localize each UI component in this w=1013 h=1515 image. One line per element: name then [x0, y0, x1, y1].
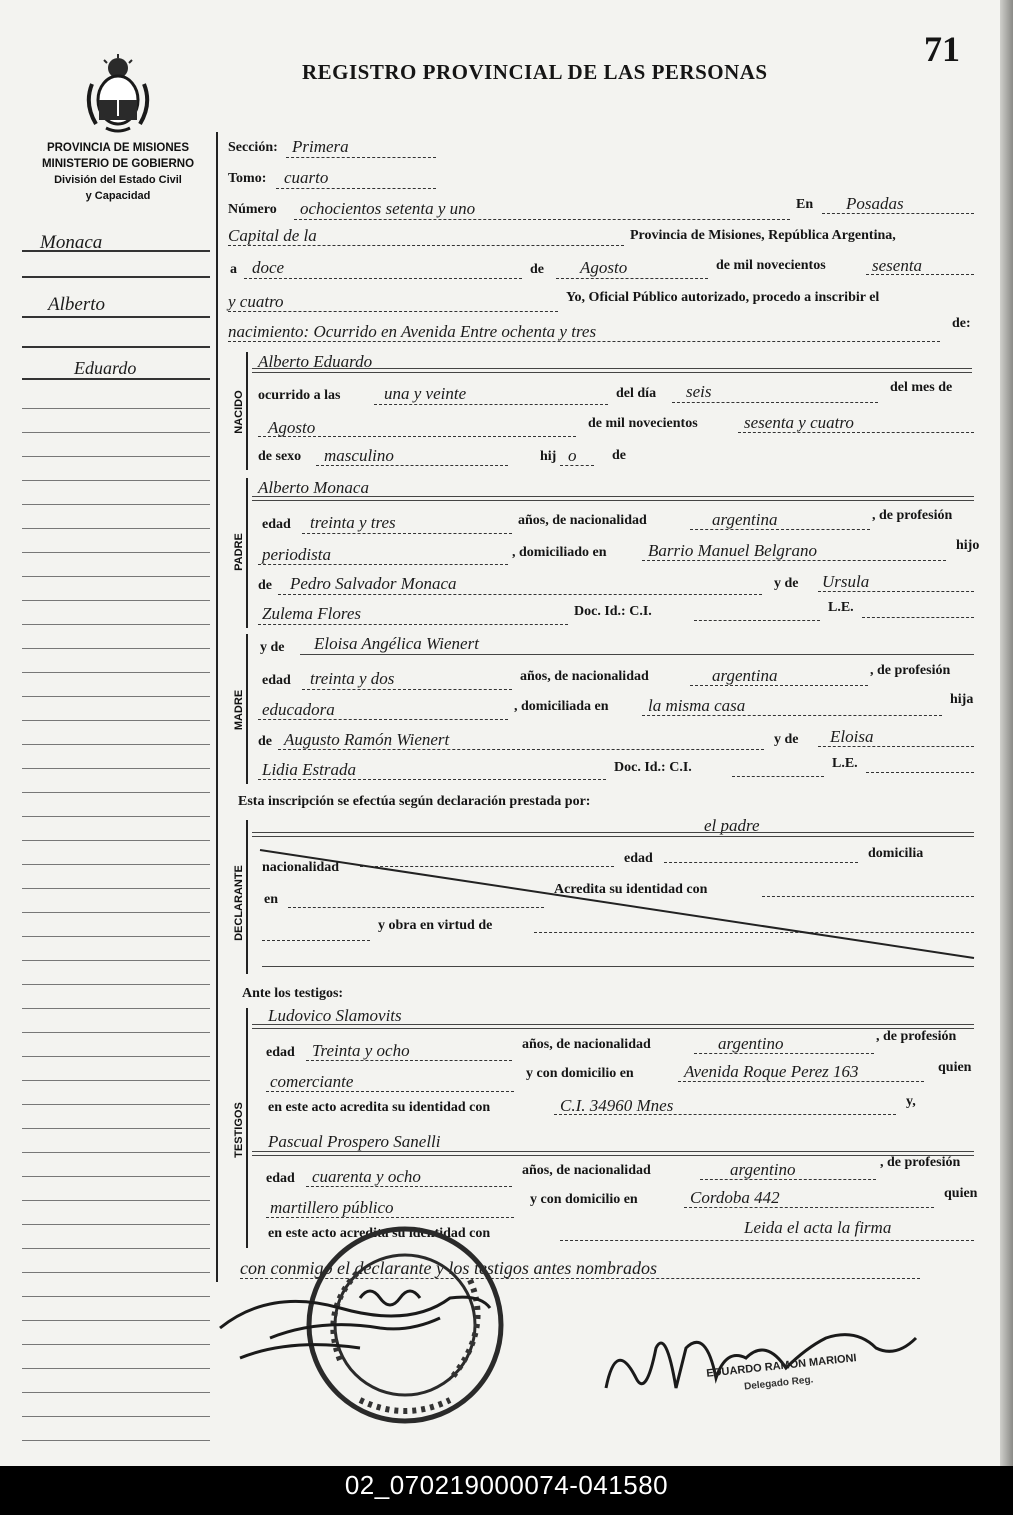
capital-value: Capital de la [228, 226, 317, 245]
margin-rule [216, 132, 218, 1282]
margin-name-2: Eduardo [74, 358, 137, 378]
hora-value: una y veinte [384, 384, 467, 403]
testigo1-dom-label: y con domicilio en [526, 1066, 634, 1081]
padre-prof-label: , de profesión [872, 508, 953, 523]
madre-nac-value: argentina [712, 666, 778, 685]
testigo1-prof-label: , de profesión [876, 1029, 957, 1044]
declarante-en-label: en [264, 892, 278, 907]
madre-doc-label: Doc. Id.: C.I. [614, 760, 692, 775]
section-padre: PADRE [233, 533, 245, 571]
testigo1-prof-value: comerciante [270, 1072, 354, 1091]
mes-value: Agosto [580, 258, 628, 277]
sexo-value: masculino [324, 446, 394, 465]
margin-surname: Monaca [40, 232, 103, 253]
padre-name: Alberto Monaca [258, 478, 369, 497]
madre-name: Eloisa Angélica Wienert [314, 634, 479, 653]
testigo2-name: Pascual Prospero Sanelli [268, 1132, 441, 1151]
padre-edad-value: treinta y tres [310, 513, 396, 532]
testigo2-doc-value: Leida el acta la firma [744, 1218, 892, 1237]
testigo1-nac-label: años, de nacionalidad [522, 1037, 651, 1052]
testigo1-acredita-label: en este acto acredita su identidad con [268, 1100, 491, 1115]
padre-le-label: L.E. [828, 600, 854, 615]
del-mes-label: del mes de [890, 380, 953, 395]
testigo1-dom-value: Avenida Roque Perez 163 [684, 1062, 859, 1081]
madre-prof-label: , de profesión [870, 663, 951, 678]
padre-dom-label: , domiciliado en [512, 545, 607, 560]
issuer-line-4: y Capacidad [85, 190, 151, 202]
closing-text: con conmigo el declarante y los testigos antes nombrados [240, 1258, 657, 1278]
testigo1-edad-value: Treinta y ocho [312, 1041, 410, 1060]
padre-prof-value: periodista [262, 545, 331, 564]
declarante-acredita-label: Acredita su identidad con [554, 882, 708, 897]
anio-label: de mil novecientos [716, 258, 826, 273]
madre-nac-label: años, de nacionalidad [520, 669, 649, 684]
madre-yde-label: y de [260, 640, 285, 655]
section-nacido: NACIDO [233, 390, 245, 434]
declarante-edad-label: edad [624, 851, 653, 866]
a-label: a [230, 262, 237, 277]
del-dia-label: del día [616, 386, 657, 401]
numero-label: Número [228, 202, 277, 217]
hij-value: o [568, 446, 577, 465]
padre-de-label: de [258, 578, 272, 593]
madre-edad-label: edad [262, 673, 291, 688]
de-label: de [530, 262, 544, 277]
seccion-label: Sección: [228, 140, 278, 155]
declarante-strike-line [258, 836, 978, 962]
registrar-signature [210, 1268, 510, 1378]
abuela-paterna-value-1: Ursula [822, 572, 870, 591]
testigo1-nac-value: argentino [718, 1034, 784, 1053]
testigo2-edad-value: cuarenta y ocho [312, 1167, 421, 1186]
nacido-anio-value: sesenta y cuatro [744, 413, 854, 432]
de2-label: de: [952, 316, 971, 331]
padre-dom-value: Barrio Manuel Belgrano [648, 541, 818, 560]
madre-de-label: de [258, 734, 272, 749]
testigo2-dom-label: y con domicilio en [530, 1192, 638, 1207]
testigo1-name: Ludovico Slamovits [268, 1006, 402, 1025]
declarante-obra-label: y obra en virtud de [378, 918, 493, 933]
issuer-block [20, 140, 216, 204]
madre-le-label: L.E. [832, 756, 858, 771]
padre-edad-label: edad [262, 517, 291, 532]
testigo2-prof-label: , de profesión [880, 1155, 961, 1170]
testigo2-dom-value: Cordoba 442 [690, 1188, 780, 1207]
section-madre: MADRE [233, 689, 245, 731]
madre-hija-label: hija [950, 692, 974, 707]
section-testigos: TESTIGOS [233, 1102, 245, 1158]
tomo-label: Tomo: [228, 171, 267, 186]
issuer-line-2: MINISTERIO DE GOBIERNO [41, 158, 195, 170]
declarante-intro: Esta inscripción se efectúa según declaración prestada por: [238, 794, 591, 809]
dia-value: doce [252, 258, 285, 277]
madre-dom-value: la misma casa [648, 696, 746, 715]
official-name-stamp: EDUARDO RAMON MARIONI [705, 1352, 858, 1380]
footer-code: 02_070219000074-041580 [344, 1470, 669, 1500]
oficial-label: Yo, Oficial Público autorizado, procedo a inscribir el [566, 290, 880, 305]
abuelo-materno-value: Augusto Ramón Wienert [284, 730, 450, 749]
coat-of-arms-emblem [82, 54, 154, 134]
padre-nac-value: argentina [712, 510, 778, 529]
anio-value-2: y cuatro [228, 292, 284, 311]
testigo1-edad-label: edad [266, 1045, 295, 1060]
seccion-value: Primera [292, 137, 349, 156]
abuelo-paterno-value: Pedro Salvador Monaca [290, 574, 457, 593]
sexo-label: de sexo [258, 449, 302, 464]
testigo2-prof-value: martillero público [270, 1198, 394, 1217]
ocurrido-label: ocurrido a las [258, 388, 341, 403]
issuer-line-3: División del Estado Civil [54, 174, 182, 186]
abuela-materna-value-1: Eloisa [830, 727, 874, 746]
nacido-anio-label: de mil novecientos [588, 416, 698, 431]
issuer-line-1: PROVINCIA DE MISIONES [46, 142, 190, 154]
nacido-dia-value: seis [686, 382, 712, 401]
en-label: En [796, 197, 814, 212]
tomo-value: cuarto [284, 168, 329, 187]
padre-doc-label: Doc. Id.: C.I. [574, 604, 652, 619]
declarante-dom-label: domicilia [868, 846, 924, 861]
testigo1-doc-value: C.I. 34960 Mnes [560, 1096, 674, 1115]
margin-name-1: Alberto [48, 294, 105, 315]
nacido-de-label: de [612, 448, 626, 463]
hij-label: hij [540, 449, 557, 464]
nacido-name: Alberto Eduardo [258, 352, 373, 371]
testigo2-acredita-label: en este acto acredita su identidad con [268, 1226, 491, 1241]
numero-value: ochocientos setenta y uno [300, 199, 476, 218]
padre-yde-label: y de [774, 576, 799, 591]
acto-value: nacimiento: Ocurrido en Avenida Entre ochenta y tres [228, 322, 597, 341]
page-edge-shadow [1000, 0, 1013, 1466]
official-title-stamp: Delegado Reg. [743, 1374, 814, 1393]
en-value: Posadas [846, 194, 904, 213]
testigo2-nac-label: años, de nacionalidad [522, 1163, 651, 1178]
declarante-value: el padre [704, 816, 760, 835]
testigo1-y-label: y, [906, 1094, 916, 1109]
testigos-intro: Ante los testigos: [242, 986, 344, 1001]
abuela-paterna-value-2: Zulema Flores [262, 604, 362, 623]
testigo2-nac-value: argentino [730, 1160, 796, 1179]
abuela-materna-value-2: Lidia Estrada [262, 760, 356, 779]
testigo2-edad-label: edad [266, 1171, 295, 1186]
anio-value-1: sesenta [872, 256, 923, 275]
testigo2-quien-label: quien [944, 1186, 978, 1201]
declarante-nac-label: nacionalidad [262, 860, 340, 875]
nacido-mes-value: Agosto [268, 418, 316, 437]
page-number: 71 [924, 29, 960, 69]
madre-yde2-label: y de [774, 732, 799, 747]
document-title: REGISTRO PROVINCIAL DE LAS PERSONAS [302, 60, 768, 84]
padre-hijo-label: hijo [956, 538, 980, 553]
provincia-label: Provincia de Misiones, República Argentina, [630, 228, 896, 243]
madre-prof-value: educadora [262, 700, 335, 719]
madre-dom-label: , domiciliada en [514, 699, 609, 714]
testigo1-quien-label: quien [938, 1060, 972, 1075]
section-declarante: DECLARANTE [233, 865, 245, 941]
madre-edad-value: treinta y dos [310, 669, 395, 688]
padre-nac-label: años, de nacionalidad [518, 513, 647, 528]
